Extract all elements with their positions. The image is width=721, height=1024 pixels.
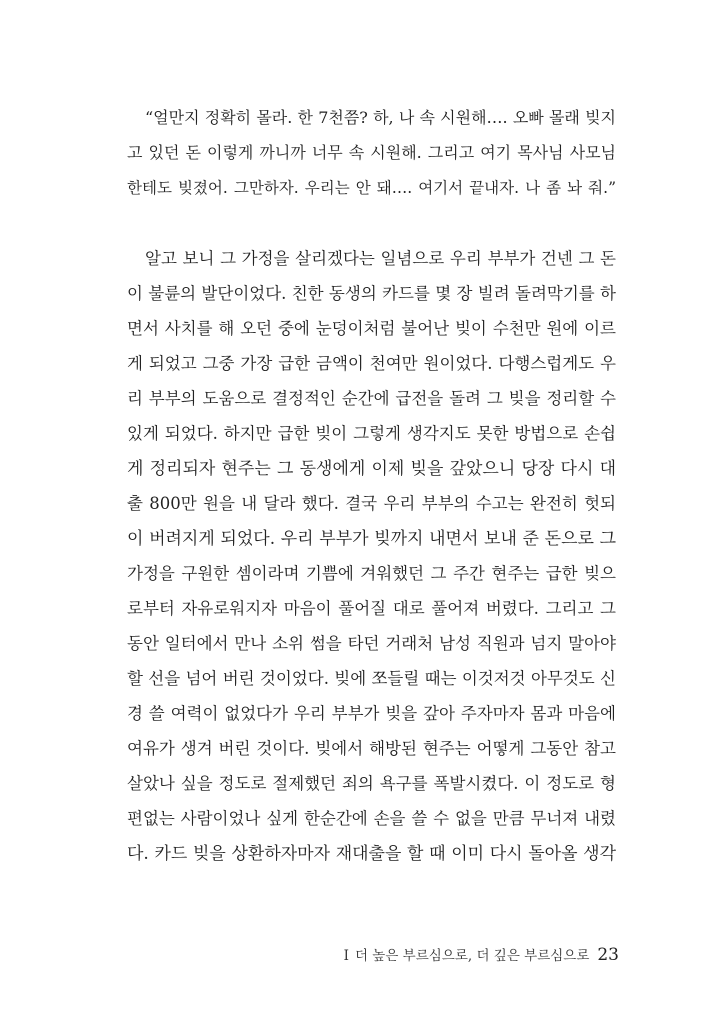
page-footer <box>344 944 619 965</box>
text-line: 게 정리되자 현주는 그 동생에게 이제 빚을 갚았으니 당장 다시 대 <box>127 459 616 479</box>
text-line: 동안 일터에서 만나 소위 썸을 타던 거래처 남성 직원과 넘지 말아야 <box>127 634 616 653</box>
text-line: 출 800만 원을 내 달라 했다. 결국 우리 부부의 수고는 완전히 헛되 <box>127 494 616 513</box>
text-line: 편없는 사람이었나 싶게 한순간에 손을 쓸 수 없을 만큼 무너져 내렸 <box>127 809 616 828</box>
text-line: 여유가 생겨 버린 것이다. 빚에서 해방된 현주는 어떻게 그동안 참고 <box>127 739 616 758</box>
text-line: 경 쓸 여력이 없었다가 우리 부부가 빚을 갚아 주자마자 몸과 마음에 <box>127 704 616 723</box>
text-line: 리 부부의 도움으로 결정적인 순간에 급전을 돌려 그 빚을 정리할 수 <box>127 389 616 408</box>
text-line: 면서 사치를 해 오던 중에 눈덩이처럼 불어난 빚이 수천만 원에 이르 <box>127 319 616 338</box>
text-line: 게 되었고 그중 가장 급한 금액이 천여만 원이었다. 다행스럽게도 우 <box>127 354 616 373</box>
page-number: 23 <box>597 945 619 965</box>
text-line: 로부터 자유로워지자 마음이 풀어질 대로 풀어져 버렸다. 그리고 그 <box>127 599 616 618</box>
text-line: 할 선을 넘어 버린 것이었다. 빚에 쪼들릴 때는 이것저것 아무것도 신 <box>127 669 616 688</box>
text-line: 다. 카드 빚을 상환하자마자 재대출을 할 때 이미 다시 돌아올 생각 <box>127 844 616 864</box>
text-line: 알고 보니 그 가정을 살리겠다는 일념으로 우리 부부가 건넨 그 돈 <box>145 249 616 268</box>
text-line: “얼만지 정확히 몰라. 한 7천쯤? 하, 나 속 시원해…. 오빠 몰래 빚지 <box>145 108 616 127</box>
footer-marker: I <box>343 948 349 964</box>
text-line: 가정을 구원한 셈이라며 기쁨에 겨워했던 그 주간 현주는 급한 빚으 <box>127 564 616 583</box>
text-line: 이 불륜의 발단이었다. 친한 동생의 카드를 몇 장 빌려 돌려막기를 하 <box>127 284 616 303</box>
footer-section-title: 더 높은 부르심으로, 더 깊은 부르심으로 <box>354 948 590 964</box>
text-line: 이 버려지게 되었다. 우리 부부가 빚까지 내면서 보내 준 돈으로 그 <box>127 529 616 549</box>
text-line: 있게 되었다. 하지만 급한 빚이 그렇게 생각지도 못한 방법으로 손쉽 <box>127 424 616 443</box>
text-line: 한테도 빚졌어. 그만하자. 우리는 안 돼…. 여기서 끝내자. 나 좀 놔 줘.” <box>127 179 616 197</box>
text-line: 살았나 싶을 정도로 절제했던 죄의 욕구를 폭발시켰다. 이 정도로 형 <box>127 774 616 793</box>
text-line: 고 있던 돈 이렇게 까니까 너무 속 시원해. 그리고 여기 목사님 사모님 <box>127 143 616 162</box>
